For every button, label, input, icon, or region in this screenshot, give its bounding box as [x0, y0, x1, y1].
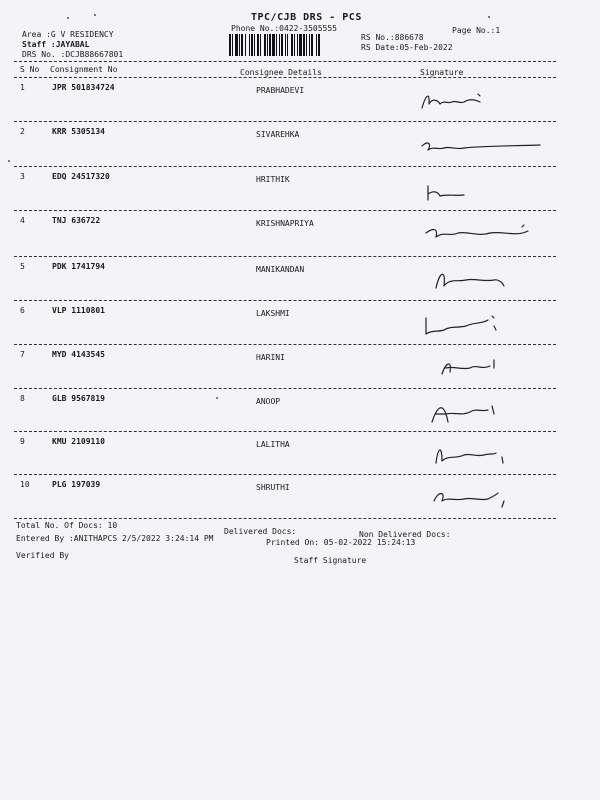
entered-by: Entered By :ANITHAPCS 2/5/2022 3:24:14 PM [16, 534, 214, 543]
delivered-docs: Delivered Docs: [224, 527, 297, 536]
row-consignee-name: HRITHIK [256, 175, 290, 184]
rs-number: RS No.:886678 [361, 33, 424, 42]
row-consignment-no: KMU 2109110 [52, 437, 105, 446]
barcode [229, 34, 353, 56]
row-consignment-no: MYD 4143545 [52, 350, 105, 359]
scan-speck [488, 16, 490, 18]
row-sno: 6 [20, 306, 25, 315]
row-signature-image [424, 182, 484, 208]
row-signature-image [420, 136, 550, 160]
row-consignee-name: SIVAREHKA [256, 130, 300, 139]
row-divider [14, 431, 556, 432]
row-sno: 9 [20, 437, 25, 446]
rs-date: RS Date:05-Feb-2022 [361, 43, 453, 52]
row-consignment-no: VLP 1110801 [52, 306, 105, 315]
row-consignment-no: EDQ 24517320 [52, 172, 110, 181]
row-signature-image [430, 400, 510, 430]
row-sno: 4 [20, 216, 25, 225]
row-signature-image [432, 487, 516, 513]
row-divider [14, 256, 556, 257]
row-sno: 3 [20, 172, 25, 181]
non-delivered-docs: Non Delivered Docs: [359, 530, 451, 539]
row-sno: 7 [20, 350, 25, 359]
row-sno: 8 [20, 394, 25, 403]
row-consignment-no: KRR 5305134 [52, 127, 105, 136]
row-divider [14, 474, 556, 475]
drs-number: DRS No. :DCJB88667801 [22, 50, 124, 59]
row-consignment-no: JPR 501834724 [52, 83, 115, 92]
total-docs: Total No. Of Docs: 10 [16, 521, 118, 530]
row-signature-image [424, 223, 536, 247]
row-consignee-name: KRISHNAPRIYA [256, 219, 314, 228]
scan-speck [67, 17, 69, 19]
printed-on: Printed On: 05-02-2022 15:24:13 [266, 538, 416, 547]
row-divider [14, 300, 556, 301]
row-signature-image [420, 90, 500, 116]
row-signature-image [422, 312, 512, 342]
row-consignee-name: PRABHADEVI [256, 86, 305, 95]
row-consignee-name: SHRUTHI [256, 483, 290, 492]
scan-speck [94, 14, 96, 16]
row-consignment-no: TNJ 636722 [52, 216, 101, 225]
row-divider [14, 344, 556, 345]
divider-top [14, 61, 556, 62]
column-signature: Signature [420, 68, 464, 77]
document-title: TPC/CJB DRS - PCS [251, 12, 362, 23]
column-consignee: Consignee Details [240, 68, 322, 77]
row-consignee-name: MANIKANDAN [256, 265, 305, 274]
row-consignee-name: ANOOP [256, 397, 281, 406]
row-signature-image [440, 358, 510, 384]
row-divider [14, 121, 556, 122]
row-signature-image [432, 268, 522, 298]
verified-by: Verified By [16, 551, 69, 560]
row-sno: 1 [20, 83, 25, 92]
row-divider [14, 166, 556, 167]
staff-signature: Staff Signature [294, 556, 367, 565]
page-number: Page No.:1 [452, 26, 501, 35]
row-sno: 2 [20, 127, 25, 136]
row-consignee-name: HARINI [256, 353, 285, 362]
divider-footer [14, 518, 556, 519]
row-divider [14, 210, 556, 211]
scan-speck [216, 397, 218, 399]
scan-speck [8, 160, 10, 162]
row-divider [14, 388, 556, 389]
area-label: Area :G V RESIDENCY [22, 30, 114, 39]
row-consignee-name: LALITHA [256, 440, 290, 449]
divider-header [14, 77, 556, 78]
row-consignment-no: PDK 1741794 [52, 262, 105, 271]
column-consignment: Consignment No [50, 65, 118, 74]
column-sno: S No [20, 65, 40, 74]
staff-label: Staff :JAYABAL [22, 40, 90, 49]
row-sno: 10 [20, 480, 30, 489]
phone-number: Phone No.:0422-3505555 [231, 24, 337, 33]
row-consignment-no: PLG 197039 [52, 480, 101, 489]
row-signature-image [432, 443, 516, 471]
row-consignee-name: LAKSHMI [256, 309, 290, 318]
row-consignment-no: GLB 9567819 [52, 394, 105, 403]
row-sno: 5 [20, 262, 25, 271]
